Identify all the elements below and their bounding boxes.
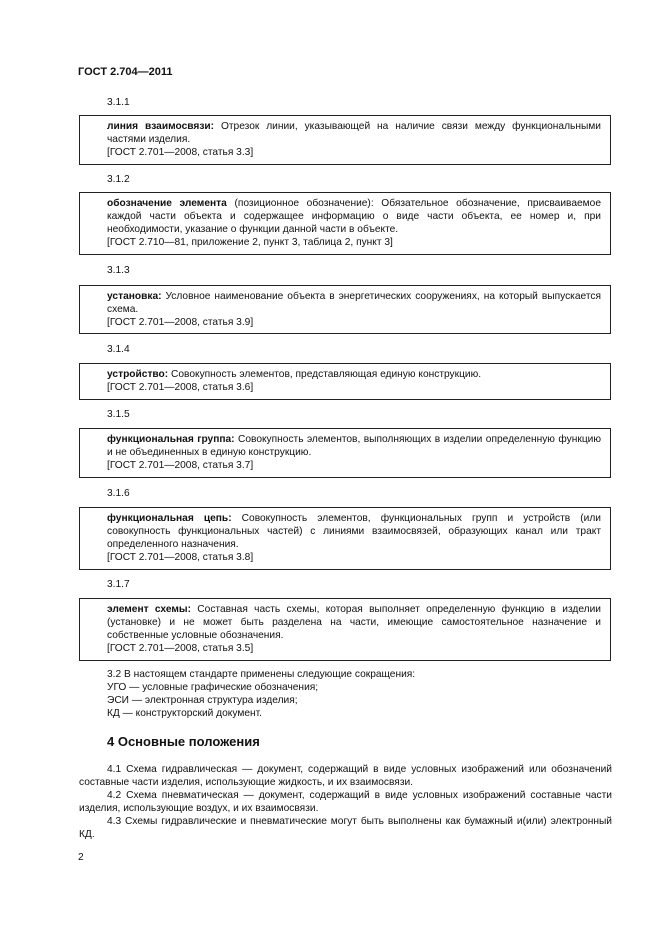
definition-text: Совокупность элементов, представляющая единую конструкцию.: [168, 369, 482, 380]
abbreviation-item: УГО — условные графические обозначения;: [107, 682, 319, 693]
definition-reference: [ГОСТ 2.701—2008, статья 3.9]: [107, 317, 254, 328]
definition-box: [79, 363, 611, 400]
definition-term: обозначение элемента: [107, 198, 227, 209]
definition-reference: [ГОСТ 2.710—81, приложение 2, пункт 3, таблица 2, пункт 3]: [107, 237, 393, 248]
page-number: 2: [78, 852, 84, 863]
definition-term: функциональная группа:: [107, 434, 235, 445]
definition-box: [79, 428, 611, 478]
definition-reference: [ГОСТ 2.701—2008, статья 3.8]: [107, 552, 254, 563]
section-title: 4 Основные положения: [107, 734, 260, 749]
definition-text: Условное наименование объекта в энергетических сооружениях, на который выпускается схема.: [107, 291, 601, 315]
definition-text: Отрезок линии, указывающей на наличие связи между функциональными частями изделия.: [107, 121, 601, 145]
definition-text: Совокупность элементов, функциональных групп и устройств (или совокупность функциональных частей) с линиями взаимосвязей, образующих канал или тракт определенного назначения.: [107, 513, 601, 550]
definition-reference: [ГОСТ 2.701—2008, статья 3.7]: [107, 460, 254, 471]
definition-number: 3.1.4: [107, 344, 130, 355]
definition-term: устройство:: [107, 369, 169, 380]
definition-number: 3.1.5: [107, 409, 130, 420]
definition-number: 3.1.2: [107, 174, 130, 185]
paragraph: 4.2 Схема пневматическая — документ, содержащий в виде условных изображений составные части изделия, использующие воздух, и их взаимосвязи.: [79, 790, 612, 814]
abbreviation-item: КД — конструкторский документ.: [107, 708, 262, 719]
definition-term: установка:: [107, 291, 162, 302]
abbreviations-list: [107, 668, 611, 720]
definition-box: [79, 507, 611, 570]
definition-number: 3.1.1: [107, 97, 130, 108]
paragraph: 4.1 Схема гидравлическая — документ, содержащий в виде условных изображений или обозначений составные части изделия, использующие жидкость, и их взаимосвязи.: [79, 764, 612, 788]
definition-text: Составная часть схемы, которая выполняет определенную функцию в изделии (установке) и не может быть разделена на части, имеющие самостоятельное назначение и собственные условные обозначения.: [107, 604, 601, 641]
abbreviation-item: ЭСИ — электронная структура изделия;: [107, 695, 298, 706]
definition-box: [79, 115, 611, 165]
definition-text: (позиционное обозначение): Обязательное обозначение, присваиваемое каждой части объекта и содержащее информацию о виде части объекта, ее номер и, при необходимости, указание о функции данной части в объекте.: [107, 198, 601, 235]
definition-term: функциональная цепь:: [107, 513, 232, 524]
paragraph: 4.3 Схемы гидравлические и пневматические могут быть выполнены как бумажный и(или) электронный КД.: [79, 816, 612, 840]
definition-reference: [ГОСТ 2.701—2008, статья 3.3]: [107, 147, 254, 158]
abbreviations-intro: 3.2 В настоящем стандарте применены следующие сокращения:: [107, 669, 416, 680]
definition-text: Совокупность элементов, выполняющих в изделии определенную функцию и не объединенных в единую конструкцию.: [107, 434, 601, 458]
definition-number: 3.1.3: [107, 265, 130, 276]
document-header: ГОСТ 2.704—2011: [78, 66, 173, 78]
definition-number: 3.1.6: [107, 488, 130, 499]
definition-reference: [ГОСТ 2.701—2008, статья 3.5]: [107, 643, 254, 654]
definition-number: 3.1.7: [107, 579, 130, 590]
definition-term: линия взаимосвязи:: [107, 121, 215, 132]
definition-reference: [ГОСТ 2.701—2008, статья 3.6]: [107, 382, 254, 393]
definition-box: [79, 285, 611, 334]
definition-box: [79, 192, 611, 255]
definition-box: [79, 598, 611, 661]
definition-term: элемент схемы:: [107, 604, 191, 615]
